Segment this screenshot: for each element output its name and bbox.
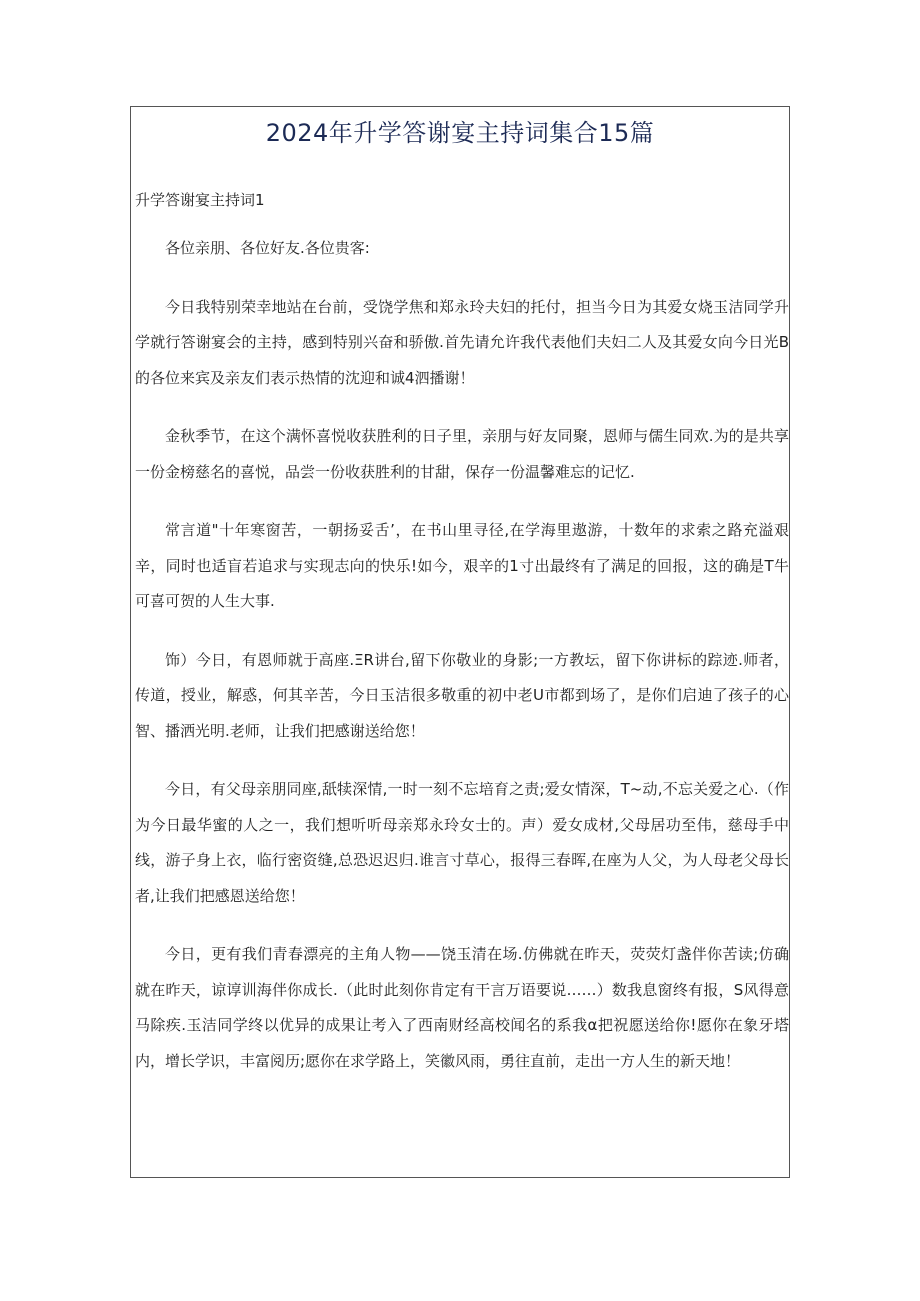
paragraph: 饰）今日，有恩师就于高座.ΞR讲台,留下你敬业的身影;一方教坛，留下你讲标的踪迹.师者，传道，授业，解惑，何其辛苦，今日玉洁很多敬重的初中老U市都到场了，是你们启迪了孩子的心智、播洒光明.老师，让我们把感谢送给您！ — [135, 650, 789, 740]
paragraph-greeting: 各位亲朋、各位好友.各位贵客: — [165, 239, 370, 257]
document-page — [130, 106, 790, 1178]
section-heading: 升学答谢宴主持词1 — [135, 191, 265, 209]
document-title: 2024年升学答谢宴主持词集合15篇 — [265, 119, 655, 147]
document-body — [135, 231, 790, 1079]
paragraph: 常言道"十年寒窗苦，一朝扬妥舌’，在书山里寻径,在学海里遨游，十数年的求索之路充溢艰辛，同时也适盲若追求与实现志向的快乐!如今，艰辛的1寸出最终有了满足的回报，这的确是T牛可喜可贺的人生大事. — [135, 521, 789, 610]
paragraph: 今日我特别荣幸地站在台前，受饶学焦和郑永玲夫妇的托付，担当今日为其爱女烧玉洁同学升学就行答谢宴会的主持，感到特别兴奋和骄傲.首先请允许我代表他们夫妇二人及其爱女向今日光B的各位来宾及亲友们表示热情的沈迎和诚4泗播谢！ — [135, 297, 789, 387]
paragraph: 今日，更有我们青春漂亮的主角人物——饶玉清在场.仿佛就在昨天，荧荧灯盏伴你苦读;仿确就在昨天，谅谆训海伴你成长.（此时此刻你肯定有干言万语要说……）数我息窗终有报，S风得意马除疾.玉洁同学终以优异的成果让考入了西南财经高校闻名的系我α把祝愿送给你!愿你在象牙塔内，增长学识，丰富阅历;愿你在求学路上，笑徽风雨，勇往直前，走出一方人生的新天地！ — [135, 945, 789, 1070]
paragraph: 今日，有父母亲朋同座,舐犊深情,一时一刻不忘培育之责;爱女情深，T~动,不忘关爱之心.（作为今日最华蜜的人之一，我们想听听母亲郑永玲女士的。声）爱女成材,父母居功至伟，慈母手中线，游子身上衣，临行密资缝,总恐迟迟归.谁言寸草心，报得三春晖,在座为人父，为人母老父母长者,让我们把感恩送给您！ — [135, 780, 789, 905]
paragraph: 金秋季节，在这个满怀喜悦收获胜利的日子里，亲朋与好友同聚，恩师与儒生同欢.为的是共享一份金榜慈名的喜悦，品尝一份收获胜利的甘甜，保存一份温馨难忘的记忆. — [135, 427, 789, 481]
